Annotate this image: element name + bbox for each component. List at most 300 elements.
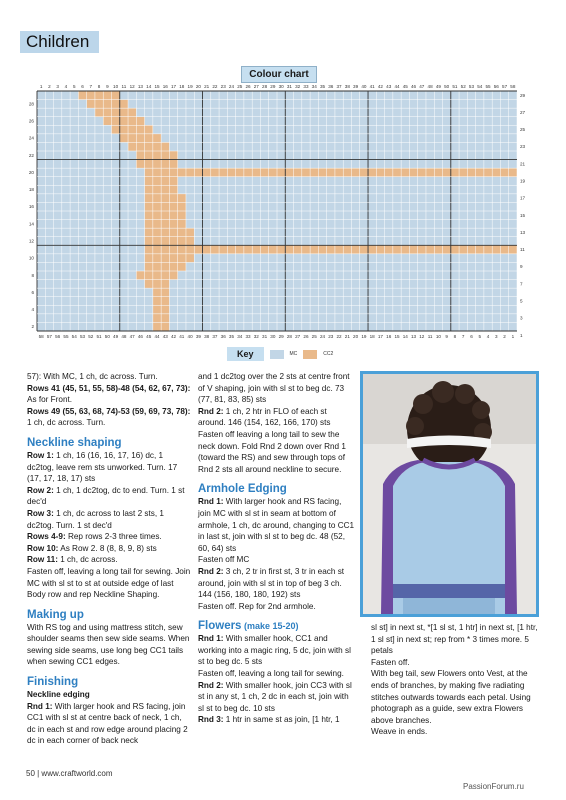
chart-cell-cc2 xyxy=(153,134,161,143)
chart-right-tick-label: 15 xyxy=(520,212,526,218)
chart-bottom-tick-label: 38 xyxy=(204,334,210,339)
chart-bottom-tick-label: 5 xyxy=(478,334,482,339)
chart-bottom-tick-label: 45 xyxy=(146,334,152,339)
chart-bottom-tick-label: 14 xyxy=(402,334,408,339)
chart-bottom-tick-label: 39 xyxy=(195,334,201,339)
instruction-paragraph: Rnd 2: 3 ch, 2 tr in first st, 3 tr in each st around, join with sl st in top of beg 3 ch. 144 (156, 180, 180, 192) sts xyxy=(198,566,345,600)
chart-right-tick-label: 1 xyxy=(520,332,523,338)
chart-bottom-tick-label: 24 xyxy=(319,334,326,339)
chart-top-tick-label: 7 xyxy=(89,84,93,89)
child-vest-photo xyxy=(360,371,539,617)
chart-cell-cc2 xyxy=(186,237,194,246)
chart-cell-cc2 xyxy=(169,151,177,160)
legend-mc-swatch xyxy=(270,350,284,359)
chart-top-tick-label: 55 xyxy=(485,84,491,89)
chart-cell-cc2 xyxy=(153,202,161,211)
chart-cell-cc2 xyxy=(153,160,161,169)
chart-cell-cc2 xyxy=(153,297,161,306)
chart-cell-cc2 xyxy=(509,245,517,254)
chart-cell-cc2 xyxy=(492,168,500,177)
chart-bottom-tick-label: 55 xyxy=(63,334,69,339)
chart-left-tick-label: 6 xyxy=(31,289,34,295)
chart-cell-cc2 xyxy=(153,322,161,331)
chart-bottom-tick-label: 43 xyxy=(162,334,168,339)
chart-left-tick-label: 16 xyxy=(28,204,34,210)
chart-cell-cc2 xyxy=(145,245,153,254)
instruction-paragraph: 57): With MC, 1 ch, dc across. Turn. xyxy=(27,372,158,381)
section-tag: Children xyxy=(20,31,99,53)
chart-cell-cc2 xyxy=(153,245,161,254)
chart-top-tick-label: 4 xyxy=(64,84,68,89)
chart-bottom-tick-label: 8 xyxy=(453,334,457,339)
chart-cell-cc2 xyxy=(260,168,268,177)
instruction-paragraph: Weave in ends. xyxy=(371,727,428,737)
chart-cell-cc2 xyxy=(360,168,368,177)
chart-cell-cc2 xyxy=(153,194,161,203)
chart-cell-cc2 xyxy=(161,305,169,314)
chart-left-tick-label: 10 xyxy=(28,255,34,261)
chart-cell-cc2 xyxy=(153,168,161,177)
instruction-paragraph: Fasten off. Rep for 2nd armhole. xyxy=(198,601,316,611)
chart-cell-cc2 xyxy=(343,168,351,177)
chart-cell-cc2 xyxy=(376,168,384,177)
instruction-paragraph: Rnd 1: With larger hook and RS facing, join MC with sl st in seam at bottom of armhole, 1 ch, dc around, changing to CC1 in last st, join with sl st to beg dc. 48 (52, 60, 64) sts xyxy=(198,497,355,553)
chart-cell-cc2 xyxy=(260,245,268,254)
chart-top-tick-label: 20 xyxy=(195,84,201,89)
chart-cell-cc2 xyxy=(111,108,119,117)
chart-cell-cc2 xyxy=(169,211,177,220)
chart-cell-cc2 xyxy=(145,202,153,211)
section-heading xyxy=(198,482,355,496)
chart-bottom-tick-label: 53 xyxy=(79,334,86,339)
instruction-paragraph: Rnd 2: 1 ch, 2 htr in FLO of each st around. 146 (154, 162, 166, 170) sts xyxy=(198,406,331,428)
chart-cell-cc2 xyxy=(153,211,161,220)
chart-cell-cc2 xyxy=(153,314,161,323)
instruction-paragraph: Row 3: 1 ch, dc across to last 2 sts, 1 dc2tog. Turn. 1 st dec'd xyxy=(27,508,164,530)
chart-left-tick-label: 2 xyxy=(31,324,34,330)
chart-bottom-tick-label: 1 xyxy=(511,334,515,339)
chart-cell-cc2 xyxy=(409,168,417,177)
chart-cell-cc2 xyxy=(178,202,186,211)
chart-cell-cc2 xyxy=(434,245,442,254)
chart-cell-cc2 xyxy=(161,245,169,254)
chart-cell-cc2 xyxy=(169,194,177,203)
chart-cell-cc2 xyxy=(343,245,351,254)
chart-top-tick-label: 29 xyxy=(270,84,276,89)
instruction-paragraph: and 1 dc2tog over the 2 sts at centre front of V shaping, join with sl st to beg dc. 73 (77, 81, 83, 85) sts xyxy=(198,372,350,405)
chart-cell-cc2 xyxy=(153,262,161,271)
chart-cell-cc2 xyxy=(169,177,177,186)
chart-bottom-tick-label: 52 xyxy=(88,334,94,339)
chart-top-tick-label: 17 xyxy=(170,84,177,89)
chart-bottom-tick-label: 19 xyxy=(361,334,367,339)
chart-bottom-tick-label: 36 xyxy=(220,334,226,339)
chart-top-tick-label: 6 xyxy=(81,84,84,89)
instruction-step-label: Row 11: xyxy=(27,555,58,565)
chart-cell-cc2 xyxy=(153,237,161,246)
chart-top-tick-label: 58 xyxy=(510,84,516,89)
chart-cell-cc2 xyxy=(385,245,393,254)
chart-top-tick-label: 57 xyxy=(502,84,508,89)
chart-cell-cc2 xyxy=(145,142,153,151)
legend-key-label: Key xyxy=(227,347,264,361)
chart-cell-cc2 xyxy=(451,245,459,254)
instruction-paragraph: Fasten off, leaving a long tail for sewing. xyxy=(198,669,344,679)
chart-bottom-tick-label: 18 xyxy=(369,334,375,339)
chart-cell-cc2 xyxy=(327,168,335,177)
chart-bottom-tick-label: 50 xyxy=(104,334,110,339)
chart-cell-cc2 xyxy=(294,245,302,254)
chart-cell-cc2 xyxy=(145,262,153,271)
chart-top-tick-label: 5 xyxy=(72,84,76,89)
chart-left-tick-label: 4 xyxy=(31,307,34,313)
chart-bottom-tick-label: 21 xyxy=(344,334,350,339)
instruction-paragraph: Fasten off leaving a long tail to sew the neck down. Fold Rnd 2 down over Rnd 1 (toward the RS) and sew through tops of Rnd 2 sts all around neckline to secure. xyxy=(198,429,346,474)
chart-bottom-tick-label: 12 xyxy=(419,334,425,339)
chart-bottom-tick-label: 32 xyxy=(253,334,259,339)
instruction-step-label: Row 1: xyxy=(27,450,54,460)
section-heading xyxy=(27,436,192,450)
chart-cell-cc2 xyxy=(227,168,235,177)
chart-cell-cc2 xyxy=(169,228,177,237)
chart-cell-cc2 xyxy=(203,168,211,177)
chart-top-tick-label: 18 xyxy=(179,84,185,89)
chart-top-tick-label: 33 xyxy=(303,84,309,89)
chart-right-tick-label: 11 xyxy=(520,247,525,253)
instruction-paragraph: Fasten off MC xyxy=(198,555,250,565)
chart-right-tick-label: 21 xyxy=(520,161,526,167)
chart-cell-cc2 xyxy=(360,245,368,254)
chart-cell-cc2 xyxy=(509,168,517,177)
chart-top-tick-label: 38 xyxy=(344,84,350,89)
chart-cell-cc2 xyxy=(244,168,252,177)
chart-cell-cc2 xyxy=(169,160,177,169)
chart-top-tick-label: 56 xyxy=(493,84,499,89)
chart-bottom-tick-label: 23 xyxy=(328,334,334,339)
chart-cell-cc2 xyxy=(136,117,144,126)
chart-bottom-tick-label: 47 xyxy=(129,334,135,339)
chart-cell-cc2 xyxy=(169,185,177,194)
chart-cell-cc2 xyxy=(426,245,434,254)
chart-cell-cc2 xyxy=(145,220,153,229)
chart-cell-cc2 xyxy=(153,177,161,186)
chart-cell-cc2 xyxy=(376,245,384,254)
chart-cell-cc2 xyxy=(161,142,169,151)
chart-cell-cc2 xyxy=(169,202,177,211)
chart-cell-cc2 xyxy=(269,245,277,254)
instruction-step-label: Row 2: xyxy=(27,485,54,495)
chart-top-tick-label: 31 xyxy=(286,84,292,89)
instruction-step-label: Rnd 1: xyxy=(198,634,224,644)
chart-cell-cc2 xyxy=(178,220,186,229)
chart-bottom-tick-label: 27 xyxy=(295,334,301,339)
instruction-paragraph: With RS tog and using mattress stitch, sew shoulder seams then sew side seams. When sewing side seams, use long beg CC1 tails when sewing CC1 edges. xyxy=(27,622,190,667)
instruction-paragraph: Row 11: 1 ch, dc across. xyxy=(27,555,118,565)
chart-cell-cc2 xyxy=(161,168,169,177)
chart-cell-cc2 xyxy=(252,245,260,254)
chart-cell-cc2 xyxy=(194,168,202,177)
chart-cell-cc2 xyxy=(161,237,169,246)
chart-top-tick-label: 14 xyxy=(146,84,152,89)
chart-right-tick-label: 13 xyxy=(520,229,526,235)
flowers-count-note: (make 15-20) xyxy=(241,621,299,632)
chart-bottom-tick-label: 35 xyxy=(228,334,235,339)
chart-cell-cc2 xyxy=(219,245,227,254)
chart-cell-cc2 xyxy=(136,271,144,280)
instruction-paragraph: Rnd 3: 1 htr in same st as join, [1 htr, 1 xyxy=(198,715,340,725)
instruction-step-label: Rnd 3: xyxy=(198,715,224,725)
chart-cell-cc2 xyxy=(393,168,401,177)
chart-cell-cc2 xyxy=(500,168,508,177)
chart-bottom-tick-label: 46 xyxy=(137,334,144,339)
chart-cell-cc2 xyxy=(219,168,227,177)
chart-cell-cc2 xyxy=(145,185,153,194)
chart-cell-cc2 xyxy=(161,288,169,297)
chart-right-tick-label: 7 xyxy=(520,281,523,287)
chart-cell-cc2 xyxy=(285,245,293,254)
chart-cell-cc2 xyxy=(393,245,401,254)
chart-cell-cc2 xyxy=(103,108,111,117)
chart-cell-cc2 xyxy=(169,245,177,254)
chart-top-tick-label: 42 xyxy=(377,84,384,89)
chart-cell-cc2 xyxy=(136,151,144,160)
chart-cell-cc2 xyxy=(227,245,235,254)
chart-cell-cc2 xyxy=(128,142,136,151)
chart-cell-cc2 xyxy=(211,168,219,177)
chart-cell-cc2 xyxy=(252,168,260,177)
chart-cell-cc2 xyxy=(351,168,359,177)
chart-cell-cc2 xyxy=(161,194,169,203)
chart-cell-cc2 xyxy=(145,125,153,134)
instructions-column-3 xyxy=(371,622,539,738)
instruction-paragraph: Rnd 1: With smaller hook, CC1 and working into a magic ring, 5 dc, join with sl st to beg dc. 5 sts xyxy=(198,634,351,667)
chart-left-tick-label: 22 xyxy=(28,152,34,158)
chart-cell-cc2 xyxy=(318,245,326,254)
chart-bottom-tick-label: 6 xyxy=(470,334,473,339)
chart-cell-cc2 xyxy=(351,245,359,254)
instruction-step-label: Row 10: xyxy=(27,543,59,553)
chart-right-tick-label: 23 xyxy=(520,144,526,150)
chart-cell-cc2 xyxy=(120,117,128,126)
chart-cell-cc2 xyxy=(161,220,169,229)
instruction-paragraph: Row 2: 1 ch, 1 dc2tog, dc to end. Turn. 1 st dec'd xyxy=(27,485,185,507)
chart-cell-cc2 xyxy=(136,125,144,134)
section-heading xyxy=(198,619,355,633)
chart-cell-cc2 xyxy=(128,108,136,117)
chart-top-tick-label: 23 xyxy=(220,84,226,89)
chart-cell-cc2 xyxy=(120,134,128,143)
chart-cell-cc2 xyxy=(145,160,153,169)
chart-top-tick-label: 49 xyxy=(435,84,441,89)
chart-cell-cc2 xyxy=(302,168,310,177)
chart-bottom-tick-label: 28 xyxy=(286,334,292,339)
chart-bottom-tick-label: 15 xyxy=(394,334,400,339)
chart-cell-cc2 xyxy=(335,168,343,177)
instruction-step-label: Row 3: xyxy=(27,508,54,518)
chart-top-tick-label: 48 xyxy=(427,84,433,89)
chart-bottom-tick-label: 51 xyxy=(96,334,102,339)
chart-cell-cc2 xyxy=(467,168,475,177)
chart-cell-cc2 xyxy=(178,194,186,203)
chart-cell-cc2 xyxy=(459,168,467,177)
chart-bottom-tick-label: 17 xyxy=(377,334,384,339)
chart-cell-cc2 xyxy=(136,142,144,151)
chart-cell-cc2 xyxy=(153,280,161,289)
chart-cell-cc2 xyxy=(169,254,177,263)
instruction-step-label: Rnd 2: xyxy=(198,406,224,416)
chart-cell-cc2 xyxy=(302,245,310,254)
chart-bottom-tick-label: 9 xyxy=(445,334,448,339)
chart-top-tick-label: 2 xyxy=(48,84,51,89)
chart-cell-cc2 xyxy=(186,254,194,263)
chart-cell-cc2 xyxy=(161,280,169,289)
chart-bottom-tick-label: 49 xyxy=(113,334,119,339)
chart-legend xyxy=(227,347,333,361)
chart-cell-cc2 xyxy=(128,117,136,126)
chart-top-tick-label: 19 xyxy=(187,84,193,89)
legend-cc2-label: CC2 xyxy=(323,351,334,357)
chart-cell-cc2 xyxy=(111,125,119,134)
chart-right-tick-label: 5 xyxy=(520,298,523,304)
chart-cell-cc2 xyxy=(277,168,285,177)
instruction-step-label: Rows 4-9: xyxy=(27,532,66,542)
section-heading-text: Making up xyxy=(27,608,84,621)
chart-bottom-tick-label: 54 xyxy=(71,334,77,339)
chart-cell-cc2 xyxy=(87,91,95,100)
chart-bottom-tick-label: 40 xyxy=(187,334,193,339)
chart-bottom-tick-label: 44 xyxy=(154,334,160,339)
chart-cell-cc2 xyxy=(145,194,153,203)
chart-cell-cc2 xyxy=(145,168,153,177)
chart-cell-cc2 xyxy=(120,100,128,109)
chart-cell-cc2 xyxy=(178,237,186,246)
chart-bottom-tick-label: 3 xyxy=(495,334,498,339)
chart-cell-cc2 xyxy=(269,168,277,177)
chart-top-tick-label: 54 xyxy=(477,84,483,89)
chart-cell-cc2 xyxy=(145,237,153,246)
instruction-paragraph: Row 10: As Row 2. 8 (8, 8, 9, 8) sts xyxy=(27,543,157,553)
chart-bottom-tick-label: 11 xyxy=(427,334,433,339)
chart-top-tick-label: 35 xyxy=(319,84,326,89)
chart-top-tick-label: 41 xyxy=(369,84,375,89)
chart-cell-cc2 xyxy=(161,254,169,263)
chart-cell-cc2 xyxy=(145,280,153,289)
chart-cell-cc2 xyxy=(451,168,459,177)
chart-cell-cc2 xyxy=(161,271,169,280)
chart-cell-cc2 xyxy=(418,245,426,254)
section-heading-text: Neckline shaping xyxy=(27,436,122,449)
chart-right-tick-label: 3 xyxy=(520,315,523,321)
instruction-paragraph: Rnd 1: With larger hook and RS facing, join CC1 with sl st at centre back of neck, 1 ch, dc in each st and row edge around placing 2 dc in each corner of back neck xyxy=(27,701,188,746)
instructions-column-1 xyxy=(27,371,192,747)
chart-cell-cc2 xyxy=(294,168,302,177)
chart-bottom-tick-label: 10 xyxy=(435,334,441,339)
chart-right-tick-label: 27 xyxy=(520,109,526,115)
chart-top-tick-label: 43 xyxy=(386,84,392,89)
chart-cell-cc2 xyxy=(409,245,417,254)
chart-cell-cc2 xyxy=(161,228,169,237)
colour-chart xyxy=(0,0,566,350)
chart-top-tick-label: 40 xyxy=(361,84,367,89)
chart-bottom-tick-label: 4 xyxy=(486,334,490,339)
chart-cell-cc2 xyxy=(87,100,95,109)
chart-top-tick-label: 26 xyxy=(245,84,251,89)
chart-right-tick-label: 17 xyxy=(520,195,526,201)
chart-cell-cc2 xyxy=(153,142,161,151)
chart-right-tick-label: 19 xyxy=(520,178,526,184)
instruction-step-label: Rows 49 (55, 63, 68, 74)-53 (59, 69, 73, 78): xyxy=(27,406,191,416)
chart-cell-cc2 xyxy=(368,168,376,177)
instruction-paragraph: Fasten off. xyxy=(371,657,410,667)
chart-cell-cc2 xyxy=(203,245,211,254)
chart-cell-cc2 xyxy=(136,134,144,143)
chart-cell-cc2 xyxy=(459,245,467,254)
chart-bottom-tick-label: 58 xyxy=(38,334,44,339)
chart-top-tick-label: 9 xyxy=(106,84,109,89)
chart-cell-cc2 xyxy=(285,168,293,177)
chart-bottom-tick-label: 48 xyxy=(121,334,127,339)
chart-bottom-tick-label: 31 xyxy=(262,334,268,339)
instruction-paragraph: Rows 49 (55, 63, 68, 74)-53 (59, 69, 73, 78): 1 ch, dc across. Turn. xyxy=(27,406,191,428)
chart-cell-cc2 xyxy=(443,245,451,254)
instructions-column-2 xyxy=(198,371,355,726)
chart-cell-cc2 xyxy=(426,168,434,177)
chart-bottom-tick-label: 30 xyxy=(270,334,276,339)
footer-watermark: PassionForum.ru xyxy=(463,782,524,791)
instruction-paragraph: With beg tail, sew Flowers onto Vest, at the ends of branches, by making five radiating stitches outwards towards each petal. Using photograph as a guide, sew extra Flowers above branches. xyxy=(371,669,531,725)
chart-left-tick-label: 18 xyxy=(28,187,34,193)
chart-cell-cc2 xyxy=(169,271,177,280)
chart-cell-cc2 xyxy=(95,100,103,109)
chart-top-tick-label: 16 xyxy=(162,84,168,89)
chart-cell-cc2 xyxy=(467,245,475,254)
chart-bottom-tick-label: 57 xyxy=(46,334,52,339)
chart-bottom-tick-label: 56 xyxy=(55,334,61,339)
chart-cell-cc2 xyxy=(368,245,376,254)
chart-top-tick-label: 25 xyxy=(237,84,243,89)
chart-top-tick-label: 44 xyxy=(394,84,400,89)
chart-top-tick-label: 52 xyxy=(460,84,466,89)
chart-left-tick-label: 14 xyxy=(28,221,34,227)
chart-cell-cc2 xyxy=(500,245,508,254)
instruction-paragraph: Row 1: 1 ch, 16 (16, 16, 17, 16) dc, 1 dc2tog, leave rem sts unworked. Turn. 17 (17, 17, 18, 17) sts xyxy=(27,450,178,484)
chart-top-tick-label: 37 xyxy=(336,84,342,89)
chart-cell-cc2 xyxy=(95,91,103,100)
chart-cell-cc2 xyxy=(310,245,318,254)
chart-top-tick-label: 30 xyxy=(278,84,284,89)
chart-left-tick-label: 28 xyxy=(28,101,34,107)
chart-cell-cc2 xyxy=(161,202,169,211)
legend-mc-label: MC xyxy=(289,351,298,357)
chart-cell-cc2 xyxy=(310,168,318,177)
chart-cell-cc2 xyxy=(211,245,219,254)
chart-top-tick-label: 1 xyxy=(39,84,43,89)
chart-cell-cc2 xyxy=(103,100,111,109)
chart-cell-cc2 xyxy=(95,108,103,117)
legend-cc2-swatch xyxy=(303,350,317,359)
chart-cell-cc2 xyxy=(161,314,169,323)
chart-title: Colour chart xyxy=(241,66,317,83)
chart-cell-cc2 xyxy=(401,168,409,177)
chart-cell-cc2 xyxy=(484,245,492,254)
section-heading-text: Armhole Edging xyxy=(198,483,287,496)
chart-cell-cc2 xyxy=(178,211,186,220)
chart-cell-cc2 xyxy=(153,271,161,280)
chart-cell-cc2 xyxy=(128,134,136,143)
chart-top-tick-label: 11 xyxy=(121,84,127,89)
chart-cell-cc2 xyxy=(161,322,169,331)
chart-cell-cc2 xyxy=(111,100,119,109)
